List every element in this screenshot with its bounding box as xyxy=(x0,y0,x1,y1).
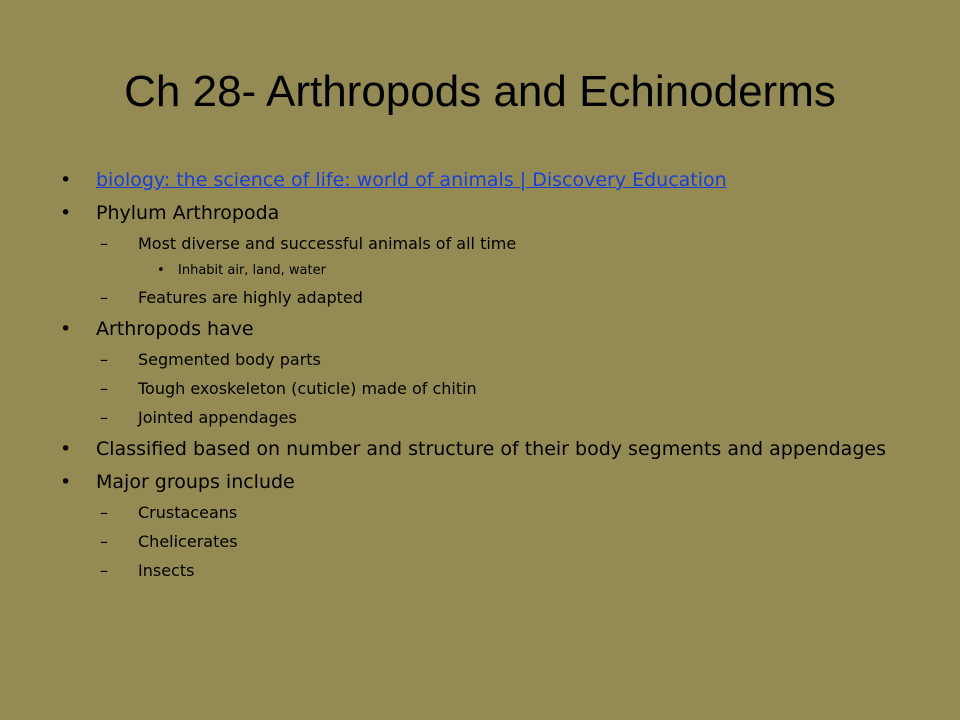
list-item-text: Features are highly adapted xyxy=(138,288,363,307)
bullet-icon: • xyxy=(60,438,72,460)
list-item-text: Arthropods have xyxy=(96,318,254,340)
list-item-text: Phylum Arthropoda xyxy=(96,202,280,224)
list-item xyxy=(60,288,900,308)
bullet-icon: • xyxy=(60,169,72,191)
dash-icon: – xyxy=(100,379,108,398)
list-item-text: Tough exoskeleton (cuticle) made of chitin xyxy=(138,379,477,398)
list-item xyxy=(60,201,900,225)
list-item xyxy=(60,379,900,399)
dash-icon: – xyxy=(100,350,108,369)
list-item xyxy=(60,470,900,494)
dash-icon: – xyxy=(100,532,108,551)
list-item-text: Insects xyxy=(138,561,195,580)
list-item-text: Major groups include xyxy=(96,471,295,493)
dash-icon: – xyxy=(100,503,108,522)
list-item-text: Most diverse and successful animals of all time xyxy=(138,234,517,253)
dash-icon: – xyxy=(100,234,108,253)
bullet-icon: • xyxy=(157,263,165,278)
list-item xyxy=(60,437,900,461)
list-item xyxy=(60,503,900,523)
list-item xyxy=(60,350,900,370)
discovery-education-link[interactable]: biology: the science of life: world of animals | Discovery Education xyxy=(96,169,727,191)
dash-icon: – xyxy=(100,288,108,307)
list-item-text: Chelicerates xyxy=(138,532,238,551)
list-item xyxy=(60,168,900,192)
list-item xyxy=(60,234,900,254)
list-item xyxy=(60,263,900,279)
list-item xyxy=(60,317,900,341)
dash-icon: – xyxy=(100,561,108,580)
bullet-icon: • xyxy=(60,471,72,493)
list-item-text: Jointed appendages xyxy=(138,408,297,427)
list-item xyxy=(60,532,900,552)
list-item xyxy=(60,561,900,581)
list-item-text: Segmented body parts xyxy=(138,350,321,369)
bullet-list xyxy=(60,168,900,590)
dash-icon: – xyxy=(100,408,108,427)
bullet-icon: • xyxy=(60,202,72,224)
list-item-text: Crustaceans xyxy=(138,503,238,522)
list-item-text: Classified based on number and structure of their body segments and appendages xyxy=(96,438,886,460)
list-item xyxy=(60,408,900,428)
bullet-icon: • xyxy=(60,318,72,340)
slide-title: Ch 28- Arthropods and Echinoderms xyxy=(124,67,836,116)
list-item-text: Inhabit air, land, water xyxy=(178,263,326,278)
